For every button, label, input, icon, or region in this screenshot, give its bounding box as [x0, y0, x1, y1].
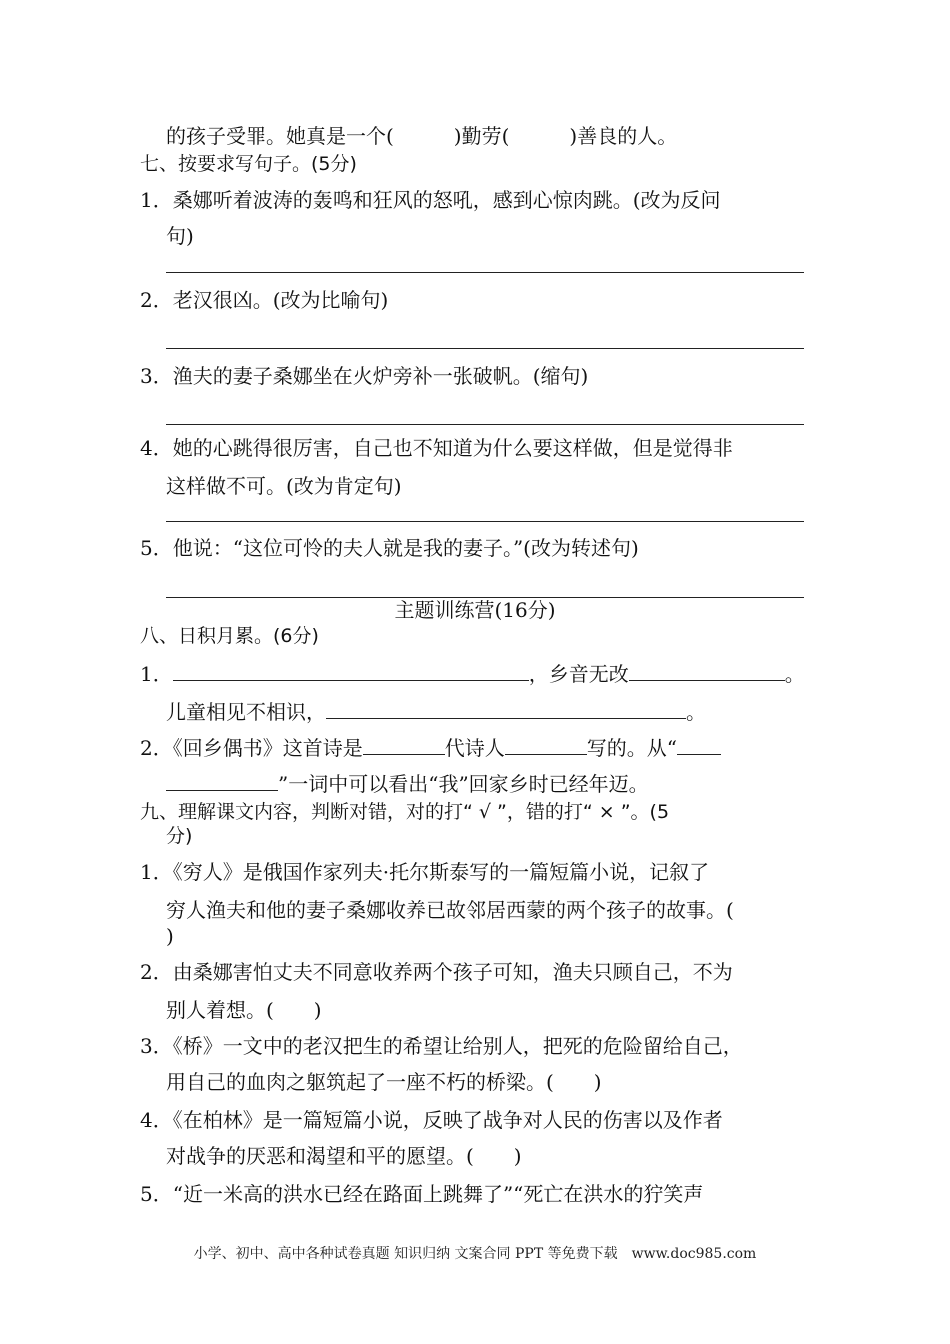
s8-q2-c: 写的。从“ [586, 736, 677, 760]
s7-q3: 3．渔夫的妻子桑娜坐在火炉旁补一张破帆。(缩句) [140, 364, 589, 388]
s8-q1-end: 。 [784, 662, 805, 686]
s8-q1-blank-c[interactable] [326, 698, 686, 719]
s8-q2-blank-poet[interactable] [505, 734, 587, 755]
s8-q1-prefix: 1． [140, 662, 173, 686]
s9-q1-line1: 1．《穷人》是俄国作家列夫·托尔斯泰写的一篇短篇小说，记叙了 [140, 860, 710, 884]
s8-q1-blank-b[interactable] [629, 660, 785, 681]
s9-q1-line2: 穷人渔夫和他的妻子桑娜收养已故邻居西蒙的两个孩子的故事。( [166, 898, 734, 922]
s9-q5-line1: 5．“近一米高的洪水已经在路面上跳舞了”“死亡在洪水的狞笑声 [140, 1182, 704, 1206]
camp-title: 主题训练营(16分) [394, 598, 556, 622]
s8-q1-line2 [166, 698, 706, 726]
s8-q1-line1 [140, 660, 805, 688]
s9-q2-line1: 2．由桑娜害怕丈夫不同意收养两个孩子可知，渔夫只顾自己，不为 [140, 960, 733, 984]
s7-q1-answer-line[interactable] [166, 272, 804, 273]
s9-q2-line2: 别人着想。( ) [166, 998, 322, 1022]
section-9-heading-line1: 九、理解课文内容，判断对错，对的打“ √ ”，错的打“ × ”。(5 [140, 801, 670, 823]
s7-q4-line1: 4．她的心跳得很厉害，自己也不知道为什么要这样做，但是觉得非 [140, 436, 733, 460]
s8-q2-a: 2．《回乡偶书》这首诗是 [140, 736, 363, 760]
s8-q2-blank-word-b[interactable] [166, 770, 278, 791]
s9-q3-line1: 3．《桥》一文中的老汉把生的希望让给别人，把死的危险留给自己， [140, 1034, 743, 1058]
s7-q1-line1: 1．桑娜听着波涛的轰鸣和狂风的怒吼，感到心惊肉跳。(改为反问 [140, 188, 721, 212]
s7-q1-line2: 句) [166, 224, 194, 248]
s7-q2: 2．老汉很凶。(改为比喻句) [140, 288, 389, 312]
section-8-heading: 八、日积月累。(6分) [140, 625, 319, 647]
page-footer: 小学、初中、高中各种试卷真题 知识归纳 文案合同 PPT 等免费下载 www.doc985.com [193, 1246, 757, 1262]
s7-q4-line2: 这样做不可。(改为肯定句) [166, 474, 402, 498]
s8-q1-blank-a[interactable] [173, 660, 529, 681]
s8-q1-line2-prefix: 儿童相见不相识， [166, 700, 326, 724]
s8-q2-line2 [166, 770, 649, 798]
s9-q3-line2: 用自己的血肉之躯筑起了一座不朽的桥梁。( ) [166, 1070, 602, 1094]
s8-q2-line2-text: ”一词中可以看出“我”回家乡时已经年迈。 [278, 772, 649, 796]
s9-q4-line2: 对战争的厌恶和渴望和平的愿望。( ) [166, 1144, 522, 1168]
s9-q4-line1: 4．《在柏林》是一篇短篇小说，反映了战争对人民的伤害以及作者 [140, 1108, 723, 1132]
s8-q1-line2-end: 。 [686, 700, 706, 724]
s8-q2-blank-dynasty[interactable] [363, 734, 445, 755]
s9-q1-line3: ) [166, 924, 174, 948]
s8-q2-blank-word-a[interactable] [677, 734, 721, 755]
carryover-line: 的孩子受罪。她真是一个( )勤劳( )善良的人。 [166, 124, 678, 148]
section-9-heading-line2: 分) [166, 825, 193, 847]
s7-q4-answer-line[interactable] [166, 521, 804, 522]
s7-q5: 5．他说：“这位可怜的夫人就是我的妻子。”(改为转述句) [140, 536, 639, 560]
section-7-heading: 七、按要求写句子。(5分) [140, 153, 357, 175]
s7-q3-answer-line[interactable] [166, 424, 804, 425]
s8-q1-mid: ，乡音无改 [528, 662, 629, 686]
s8-q2-line1 [140, 734, 721, 762]
s7-q2-answer-line[interactable] [166, 348, 804, 349]
s8-q2-b: 代诗人 [444, 736, 505, 760]
